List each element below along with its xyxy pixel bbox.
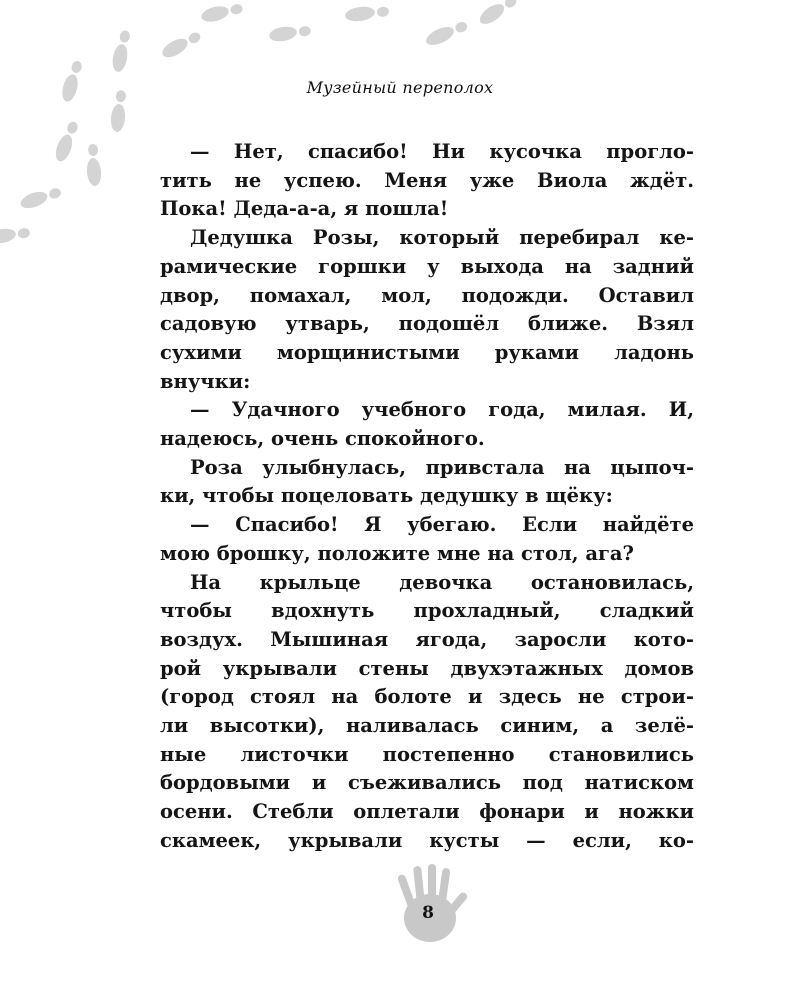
text-line: — Удачного учебного года, милая. И, bbox=[190, 398, 694, 422]
text-line: — Нет, спасибо! Ни кусочка прогло- bbox=[190, 140, 694, 163]
paragraph bbox=[160, 396, 694, 453]
paragraph bbox=[160, 454, 694, 511]
text-line: тить не успею. Меня уже Виола ждёт. bbox=[160, 168, 694, 192]
text-line: рой укрывали стены двухэтажных домов bbox=[160, 656, 694, 680]
text-line: скамеек, укрывали кусты — если, ко- bbox=[160, 828, 694, 852]
paragraph bbox=[160, 569, 694, 856]
text-line: двор, помахал, мол, подожди. Оставил bbox=[160, 283, 694, 307]
text-line: рамические горшки у выхода на задний bbox=[160, 254, 694, 278]
text-line: ли высотки), наливалась синим, а зелё- bbox=[160, 714, 694, 738]
text-line: ные листочки постепенно становились bbox=[160, 742, 694, 766]
running-header: Музейный переполох bbox=[306, 78, 494, 97]
text-line: мою брошку, положите мне на стол, ага? bbox=[160, 541, 634, 565]
page-number: 8 bbox=[422, 903, 434, 923]
text-line: — Спасибо! Я убегаю. Если найдёте bbox=[190, 513, 694, 537]
text-line: чтобы вдохнуть прохладный, сладкий bbox=[160, 599, 694, 623]
text-line: бордовыми и съеживались под натиском bbox=[160, 771, 694, 795]
text-line: Пока! Деда-а-а, я пошла! bbox=[160, 197, 449, 221]
paragraph bbox=[160, 138, 694, 224]
text-line: Роза улыбнулась, привстала на цыпоч- bbox=[190, 455, 694, 479]
text-line: надеюсь, очень спокойного. bbox=[160, 427, 485, 451]
text-line: садовую утварь, подошёл ближе. Взял bbox=[160, 312, 694, 336]
body-text bbox=[160, 138, 694, 856]
text-line: внучки: bbox=[160, 369, 251, 393]
text-line: ки, чтобы поцеловать дедушку в щёку: bbox=[160, 484, 613, 508]
paragraph bbox=[160, 511, 694, 568]
text-line: (город стоял на болоте и здесь не строи- bbox=[160, 685, 694, 709]
paragraph bbox=[160, 224, 694, 396]
text-line: осени. Стебли оплетали фонари и ножки bbox=[160, 800, 694, 824]
text-line: воздух. Мышиная ягода, заросли кото- bbox=[160, 627, 694, 651]
text-line: На крыльце девочка остановилась, bbox=[190, 570, 694, 594]
text-line: сухими морщинистыми руками ладонь bbox=[160, 340, 694, 364]
text-line: Дедушка Розы, который перебирал ке- bbox=[190, 226, 694, 250]
